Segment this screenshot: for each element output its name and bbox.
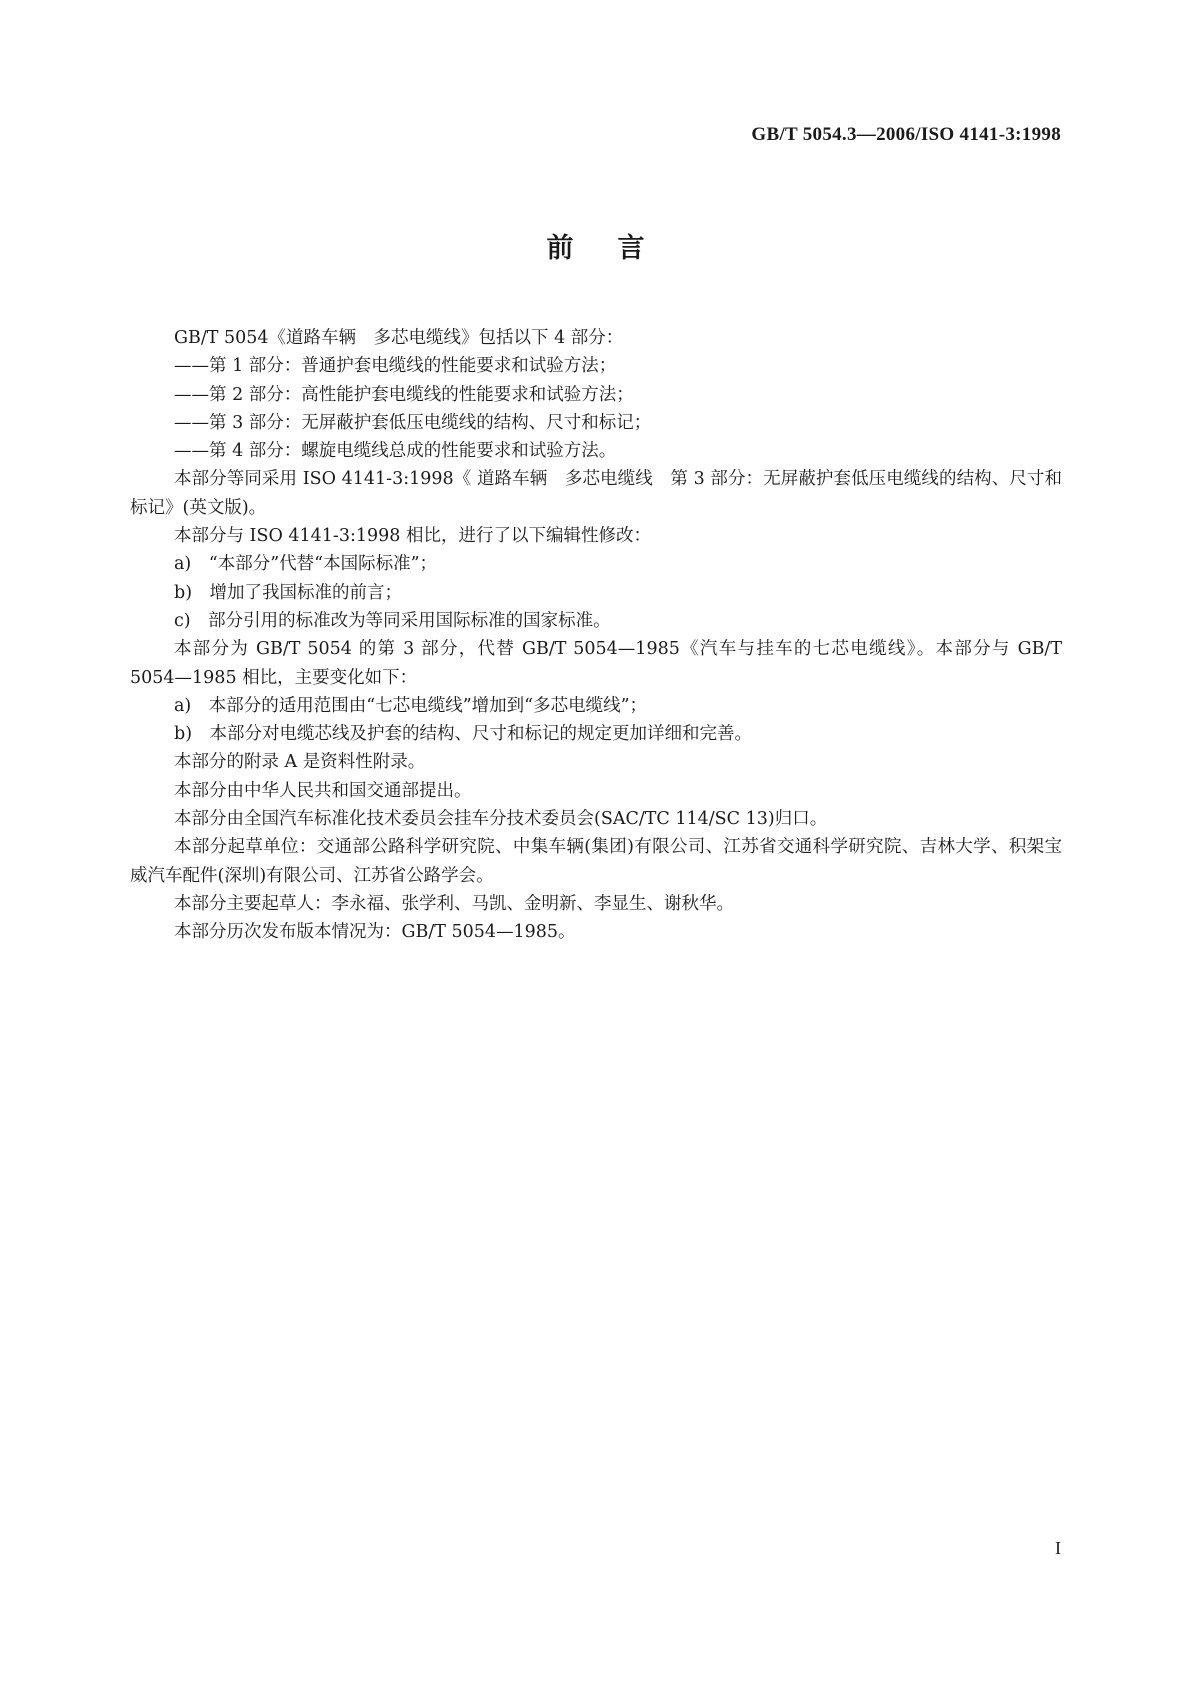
foreword-body (130, 324, 1062, 947)
paragraph-drafting-units: 本部分起草单位：交通部公路科学研究院、中集车辆(集团)有限公司、江苏省交通科学研究院、吉林大学、积架宝威汽车配件(深圳)有限公司、江苏省公路学会。 (130, 837, 1062, 886)
paragraph-adoption: 本部分等同采用 ISO 4141-3:1998《 道路车辆 多芯电缆线 第 3 部分：无屏蔽护套低压电缆线的结构、尺寸和标记》(英文版)。 (130, 469, 1062, 518)
standard-code-header: GB/T 5054.3—2006/ISO 4141-3:1998 (751, 124, 1061, 145)
list-item-change-c: c) 部分引用的标准改为等同采用国际标准的国家标准。 (174, 610, 611, 631)
paragraph-appendix: 本部分的附录 A 是资料性附录。 (174, 752, 426, 773)
page-number: I (1055, 1538, 1061, 1558)
paragraph-intro: GB/T 5054《道路车辆 多芯电缆线》包括以下 4 部分： (174, 328, 624, 348)
paragraph-history: 本部分历次发布版本情况为：GB/T 5054—1985。 (174, 922, 576, 943)
list-item-change-b: b) 增加了我国标准的前言； (174, 582, 403, 603)
paragraph-committee: 本部分由全国汽车标准化技术委员会挂车分技术委员会(SAC/TC 114/SC 13)归口。 (174, 809, 828, 830)
list-item-part-3: ——第 3 部分：无屏蔽护套低压电缆线的结构、尺寸和标记； (174, 412, 652, 433)
list-item-part-4: ——第 4 部分：螺旋电缆线总成的性能要求和试验方法。 (174, 441, 617, 462)
paragraph-replacement: 本部分为 GB/T 5054 的第 3 部分，代替 GB/T 5054—1985《汽车与挂车的七芯电缆线》。本部分与 GB/T 5054—1985 相比，主要变化如下： (130, 639, 1062, 688)
paragraph-proposer: 本部分由中华人民共和国交通部提出。 (174, 780, 472, 801)
list-item-part-1: ——第 1 部分：普通护套电缆线的性能要求和试验方法； (174, 356, 617, 377)
paragraph-editorial-changes: 本部分与 ISO 4141-3:1998 相比，进行了以下编辑性修改： (174, 526, 651, 547)
page-title: 前言 (546, 233, 689, 264)
list-item-main-change-b: b) 本部分对电缆芯线及护套的结构、尺寸和标记的规定更加详细和完善。 (174, 724, 753, 745)
list-item-change-a: a) “本部分”代替“本国际标准”； (174, 554, 438, 575)
list-item-main-change-a: a) 本部分的适用范围由“七芯电缆线”增加到“多芯电缆线”； (174, 695, 648, 716)
list-item-part-2: ——第 2 部分：高性能护套电缆线的性能要求和试验方法； (174, 384, 634, 405)
paragraph-drafters: 本部分主要起草人：李永福、张学利、马凯、金明新、李显生、谢秋华。 (174, 893, 734, 914)
